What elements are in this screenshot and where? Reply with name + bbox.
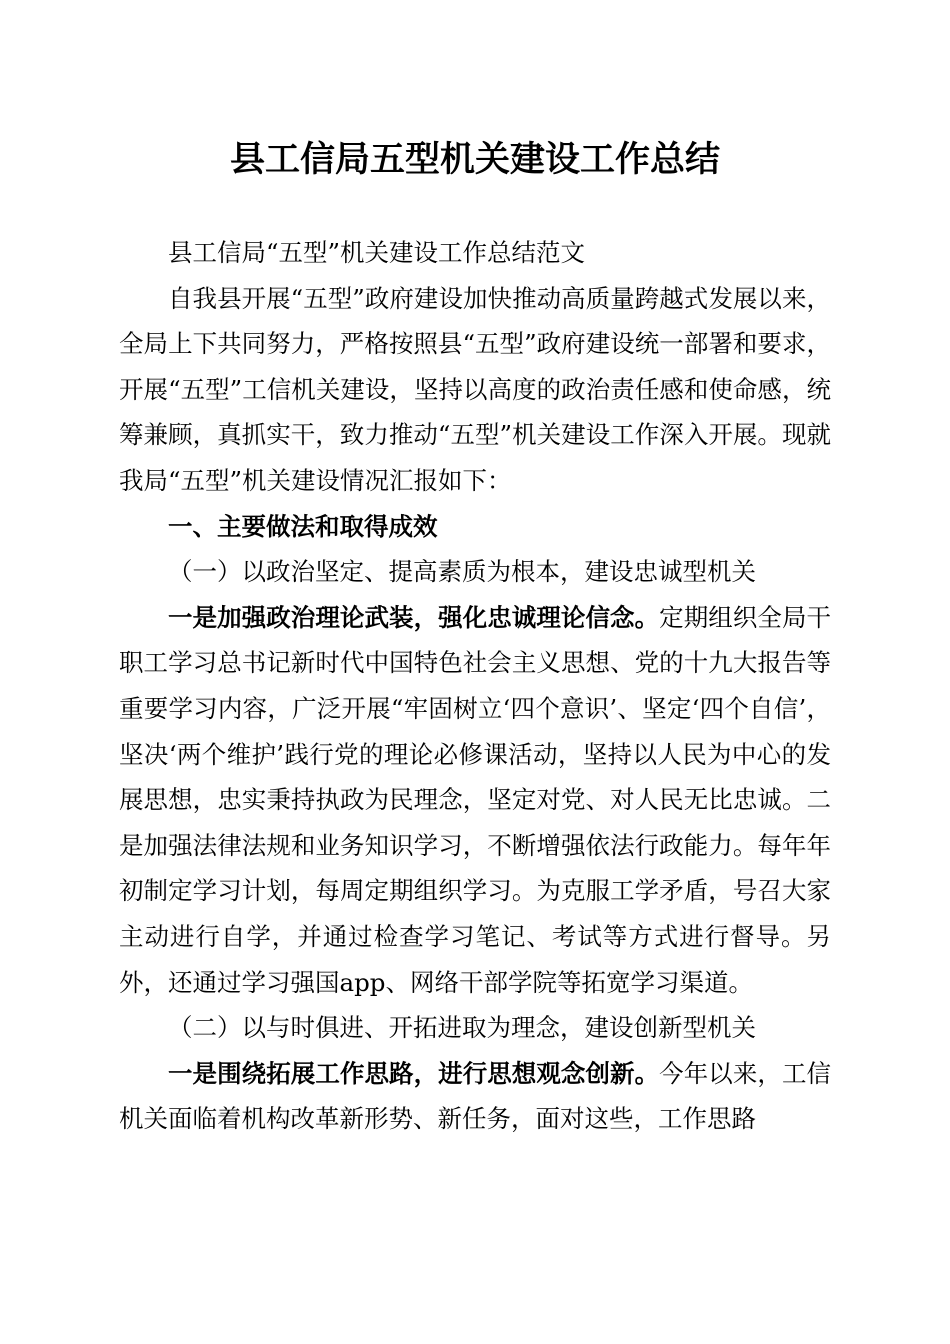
paragraph-2-body: 今年以来，工信机关面临着机构改革新形势、新任务，面对这些，工作思路 <box>119 1058 832 1134</box>
subsection-heading-2: （二）以与时俱进、开拓进取为理念，建设创新型机关 <box>168 1013 756 1043</box>
paragraph-2-lead: 一是围绕拓展工作思路，进行思想观念创新。 <box>168 1058 660 1088</box>
document-subtitle: 县工信局“五型”机关建设工作总结范文 <box>168 238 586 267</box>
paragraph-1-body: 定期组织全局干职工学习总书记新时代中国特色社会主义思想、党的十九大报告等重要学习内容，广泛开展“牢固树立‘四个意识’、坚定‘四个自信’，坚决‘两个维护’践行党的理论必修课活动，坚持以人民为中心的发展思想，忠实秉持执政为民理念，坚定对党、对人民无比忠诚。二是加强法律法规和业务知识学习，不断增强依法行政能力。每年年初制定学习计划，每周定期组织学习。为克服工学矛盾，号召大家主动进行自学，并通过检查学习笔记、考试等方式进行督导。另外，还通过学习强国app、网络干部学院等拓宽学习渠道。 <box>119 602 832 997</box>
paragraph-2 <box>119 1051 831 1142</box>
intro-paragraph: 自我县开展“五型”政府建设加快推动高质量跨越式发展以来，全局上下共同努力，严格按照县“五型”政府建设统一部署和要求，开展“五型”工信机关建设，坚持以高度的政治责任感和使命感，统筹兼顾，真抓实干，致力推动“五型”机关建设工作深入开展。现就我局“五型”机关建设情况汇报如下： <box>119 283 831 495</box>
paragraph-1 <box>119 595 831 1005</box>
section-heading: 一、主要做法和取得成效 <box>168 511 438 541</box>
paragraph-1-lead: 一是加强政治理论武装，强化忠诚理论信念。 <box>168 602 660 632</box>
document-title: 县工信局五型机关建设工作总结 <box>229 139 720 180</box>
subsection-heading-1: （一）以政治坚定、提高素质为根本，建设忠诚型机关 <box>168 557 756 587</box>
document-body <box>119 230 831 1142</box>
